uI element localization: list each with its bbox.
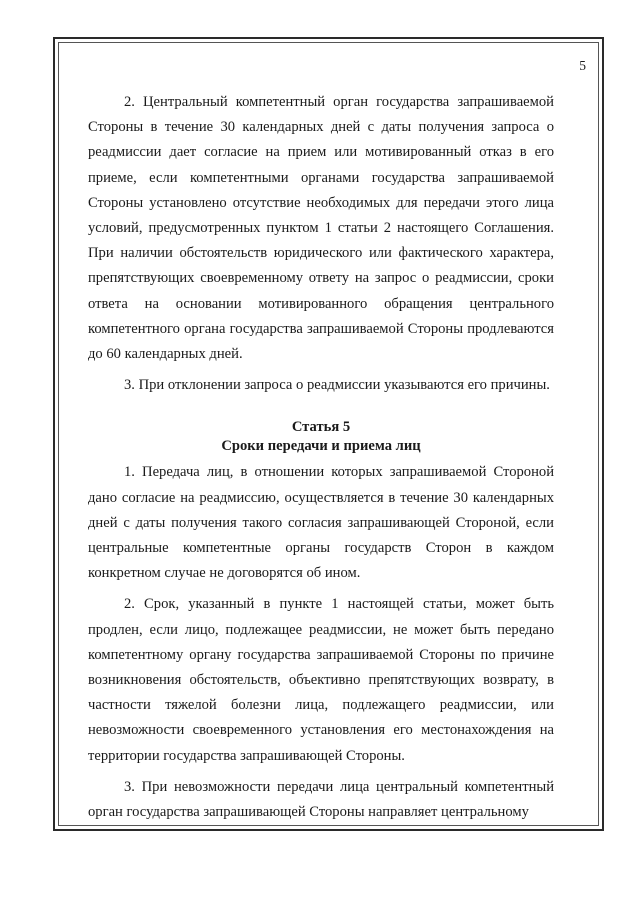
article-number: Статья 5 <box>291 419 351 436</box>
document-body <box>88 90 554 825</box>
paragraph-4-3: 3. При отклонении запроса о реадмиссии указываются его причины. <box>124 377 550 394</box>
article-title: Сроки передачи и приема лиц <box>221 438 421 455</box>
paragraph-5-3: 3. При невозможности передачи лица центральный компетентный орган государства запрашивающей Стороны направляет центральному <box>88 778 554 821</box>
page-number: 5 <box>579 58 586 73</box>
paragraph-5-2: 2. Срок, указанный в пункте 1 настоящей статьи, может быть продлен, если лицо, подлежащее реадмиссии, не может быть передано компетентному органу государства запрашиваемой Стороны по причине возникновения обстоятельств, объективно препятствующих возврату, в частности тяжелой болезни лица, подлежащего реадмиссии, или невозможности своевременного установления его местонахождения на территории государства запрашивающей Стороны. <box>88 596 554 764</box>
article-heading <box>88 418 554 456</box>
paragraph-5-1: 1. Передача лиц, в отношении которых запрашиваемой Стороной дано согласие на реадмиссию, осуществляется в течение 30 календарных дней с даты получения такого согласия запрашивающей Стороной, если центральные компетентные органы государств Сторон в каждом конкретном случае не договорятся об ином. <box>88 464 554 582</box>
paragraph-4-2: 2. Центральный компетентный орган государства запрашиваемой Стороны в течение 30 календарных дней с даты получения запроса о реадмиссии дает согласие на прием или мотивированный отказ в его приеме, если компетентными органами государства запрашиваемой Стороны установлено отсутствие необходимых для передачи этого лица условий, предусмотренных пунктом 1 статьи 2 настоящего Соглашения. При наличии обстоятельств юридического или фактического характера, препятствующих своевременному ответу на запрос о реадмиссии, сроки ответа на основании мотивированного обращения центрального компетентного органа государства запрашиваемой Стороны продлеваются до 60 календарных дней. <box>88 94 554 363</box>
